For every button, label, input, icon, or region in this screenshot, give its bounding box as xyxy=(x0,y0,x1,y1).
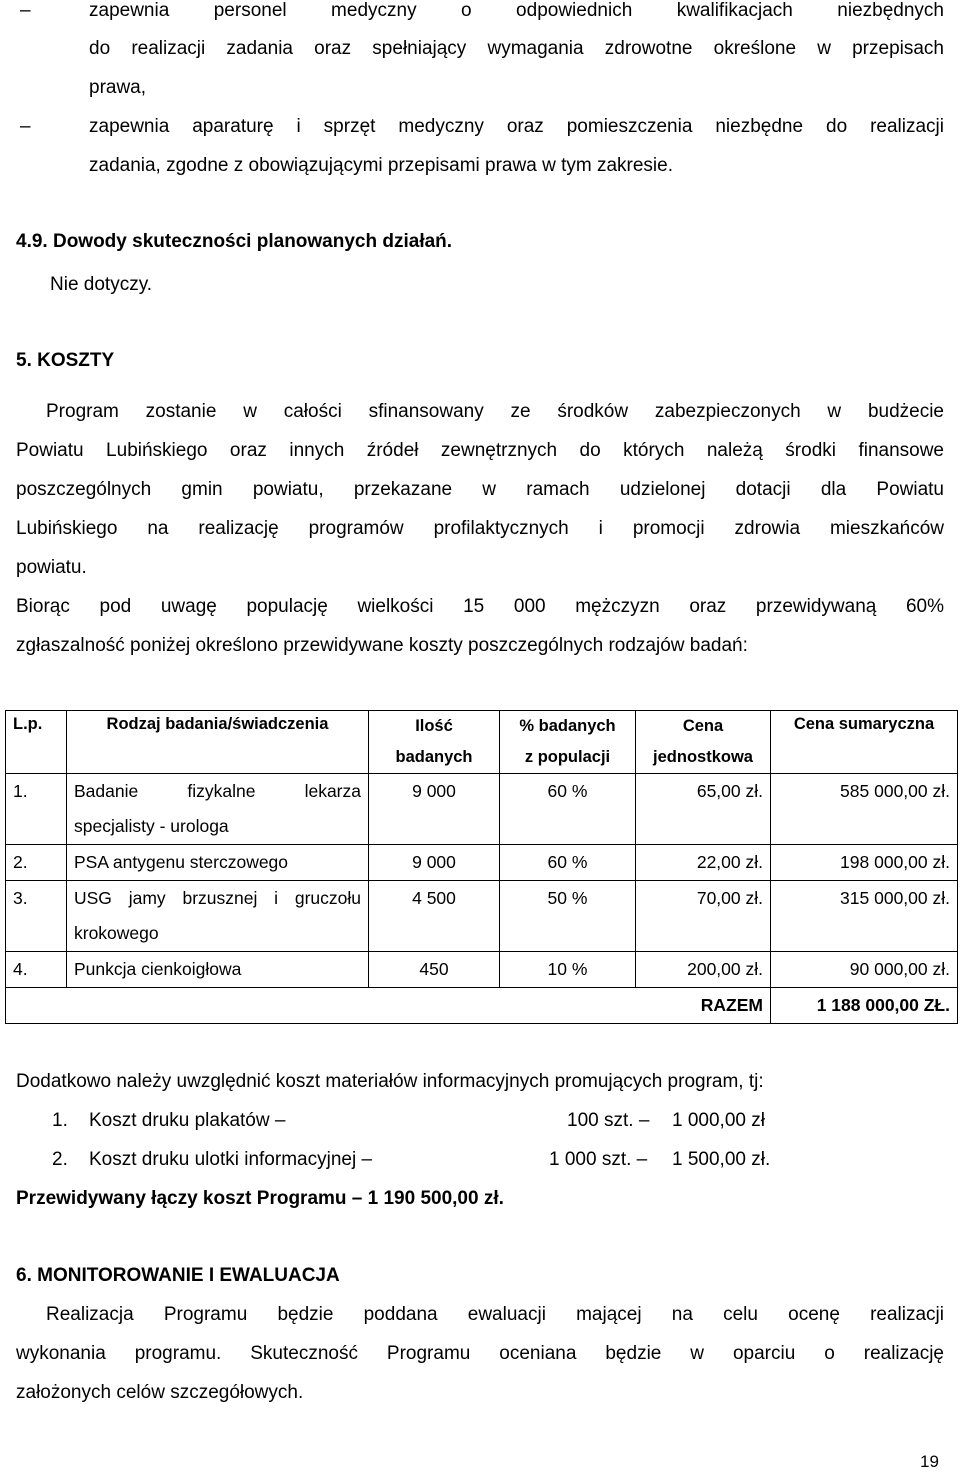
paragraph-line: Program zostanie w całości sfinansowany ze środków zabezpieczonych w budżecie xyxy=(46,401,944,422)
paragraph-line: założonych celów szczegółowych. xyxy=(16,1382,304,1403)
cell-price: 70,00 zł. xyxy=(636,881,771,952)
section-4-9-text: Nie dotyczy. xyxy=(50,274,153,295)
header-price: Cena jednostkowa xyxy=(636,711,771,774)
cell-lp: 3. xyxy=(6,881,67,952)
sum-label: RAZEM xyxy=(6,988,771,1024)
extra-total: Przewidywany łączy koszt Programu – 1 190 500,00 zł. xyxy=(16,1188,504,1209)
cell-price: 200,00 zł. xyxy=(636,952,771,988)
paragraph-line: Realizacja Programu będzie poddana ewaluacji mającej na celu ocenę realizacji xyxy=(46,1304,944,1325)
cell-price: 22,00 zł. xyxy=(636,845,771,881)
extra-item-label: Koszt druku ulotki informacyjnej – xyxy=(89,1149,373,1170)
bullet-line: zadania, zgodne z obowiązującymi przepisami prawa w tym zakresie. xyxy=(89,155,673,176)
table-row xyxy=(6,952,958,988)
table-row xyxy=(6,845,958,881)
bullet-line: do realizacji zadania oraz spełniający wymagania zdrowotne określone w przepisach xyxy=(89,38,944,59)
cell-count: 4 500 xyxy=(369,881,500,952)
cell-type: Punkcja cienkoigłowa xyxy=(67,952,369,988)
cell-lp: 1. xyxy=(6,774,67,845)
table-row xyxy=(6,881,958,952)
extra-item-qty: 1 000 szt. – xyxy=(549,1149,648,1170)
page-number: 19 xyxy=(920,1452,939,1471)
header-count: Ilość badanych xyxy=(369,711,500,774)
extra-intro: Dodatkowo należy uwzględnić koszt materiałów informacyjnych promujących program, tj: xyxy=(16,1071,764,1092)
paragraph-line: wykonania programu. Skuteczność Programu oceniana będzie w oparciu o realizację xyxy=(16,1343,944,1364)
paragraph-line: Biorąc pod uwagę populację wielkości 15 000 mężczyzn oraz przewidywaną 60% xyxy=(16,596,944,617)
section-6-heading: 6. MONITOROWANIE I EWALUACJA xyxy=(16,1265,340,1286)
cell-type: Badanie fizykalne lekarza specjalisty - urologa xyxy=(67,774,369,845)
cell-type: PSA antygenu sterczowego xyxy=(67,845,369,881)
bullet-dash: – xyxy=(20,116,31,137)
bullet-line: zapewnia personel medyczny o odpowiednich kwalifikacjach niezbędnych xyxy=(89,0,944,21)
header-type: Rodzaj badania/świadczenia xyxy=(67,711,369,774)
section-5-heading: 5. KOSZTY xyxy=(16,350,115,371)
header-pct: % badanych z populacji xyxy=(500,711,636,774)
table-header-row xyxy=(6,711,958,774)
bullet-line: prawa, xyxy=(89,77,147,98)
extra-item-num: 2. xyxy=(52,1149,68,1170)
cell-total: 315 000,00 zł. xyxy=(771,881,958,952)
cell-pct: 60 % xyxy=(500,845,636,881)
bullet-line: zapewnia aparaturę i sprzęt medyczny oraz pomieszczenia niezbędne do realizacji xyxy=(89,116,944,137)
paragraph-line: powiatu. xyxy=(16,557,87,578)
cell-count: 450 xyxy=(369,952,500,988)
cell-pct: 60 % xyxy=(500,774,636,845)
extra-item-num: 1. xyxy=(52,1110,68,1131)
extra-item-label: Koszt druku plakatów – xyxy=(89,1110,286,1131)
cell-price: 65,00 zł. xyxy=(636,774,771,845)
cell-lp: 2. xyxy=(6,845,67,881)
section-4-9-heading: 4.9. Dowody skuteczności planowanych działań. xyxy=(16,231,453,252)
cell-total: 585 000,00 zł. xyxy=(771,774,958,845)
table-row xyxy=(6,774,958,845)
extra-item-cost: 1 500,00 zł. xyxy=(672,1149,771,1170)
table-sum-row xyxy=(6,988,958,1024)
sum-value: 1 188 000,00 ZŁ. xyxy=(771,988,958,1024)
bullet-dash: – xyxy=(20,0,31,21)
header-lp: L.p. xyxy=(6,711,67,774)
cell-total: 90 000,00 zł. xyxy=(771,952,958,988)
costs-table xyxy=(5,710,958,1024)
extra-item-cost: 1 000,00 zł xyxy=(672,1110,765,1131)
extra-item-qty: 100 szt. – xyxy=(567,1110,650,1131)
cell-total: 198 000,00 zł. xyxy=(771,845,958,881)
cell-lp: 4. xyxy=(6,952,67,988)
cell-pct: 10 % xyxy=(500,952,636,988)
cell-type: USG jamy brzusznej i gruczołu krokowego xyxy=(67,881,369,952)
paragraph-line: poszczególnych gmin powiatu, przekazane w ramach udzielonej dotacji dla Powiatu xyxy=(16,479,944,500)
cell-count: 9 000 xyxy=(369,774,500,845)
cell-count: 9 000 xyxy=(369,845,500,881)
paragraph-line: Powiatu Lubińskiego oraz innych źródeł zewnętrznych do których należą środki finansowe xyxy=(16,440,944,461)
paragraph-line: zgłaszalność poniżej określono przewidywane koszty poszczególnych rodzajów badań: xyxy=(16,635,748,656)
header-total: Cena sumaryczna xyxy=(771,711,958,774)
paragraph-line: Lubińskiego na realizację programów profilaktycznych i promocji zdrowia mieszkańców xyxy=(16,518,944,539)
cell-pct: 50 % xyxy=(500,881,636,952)
